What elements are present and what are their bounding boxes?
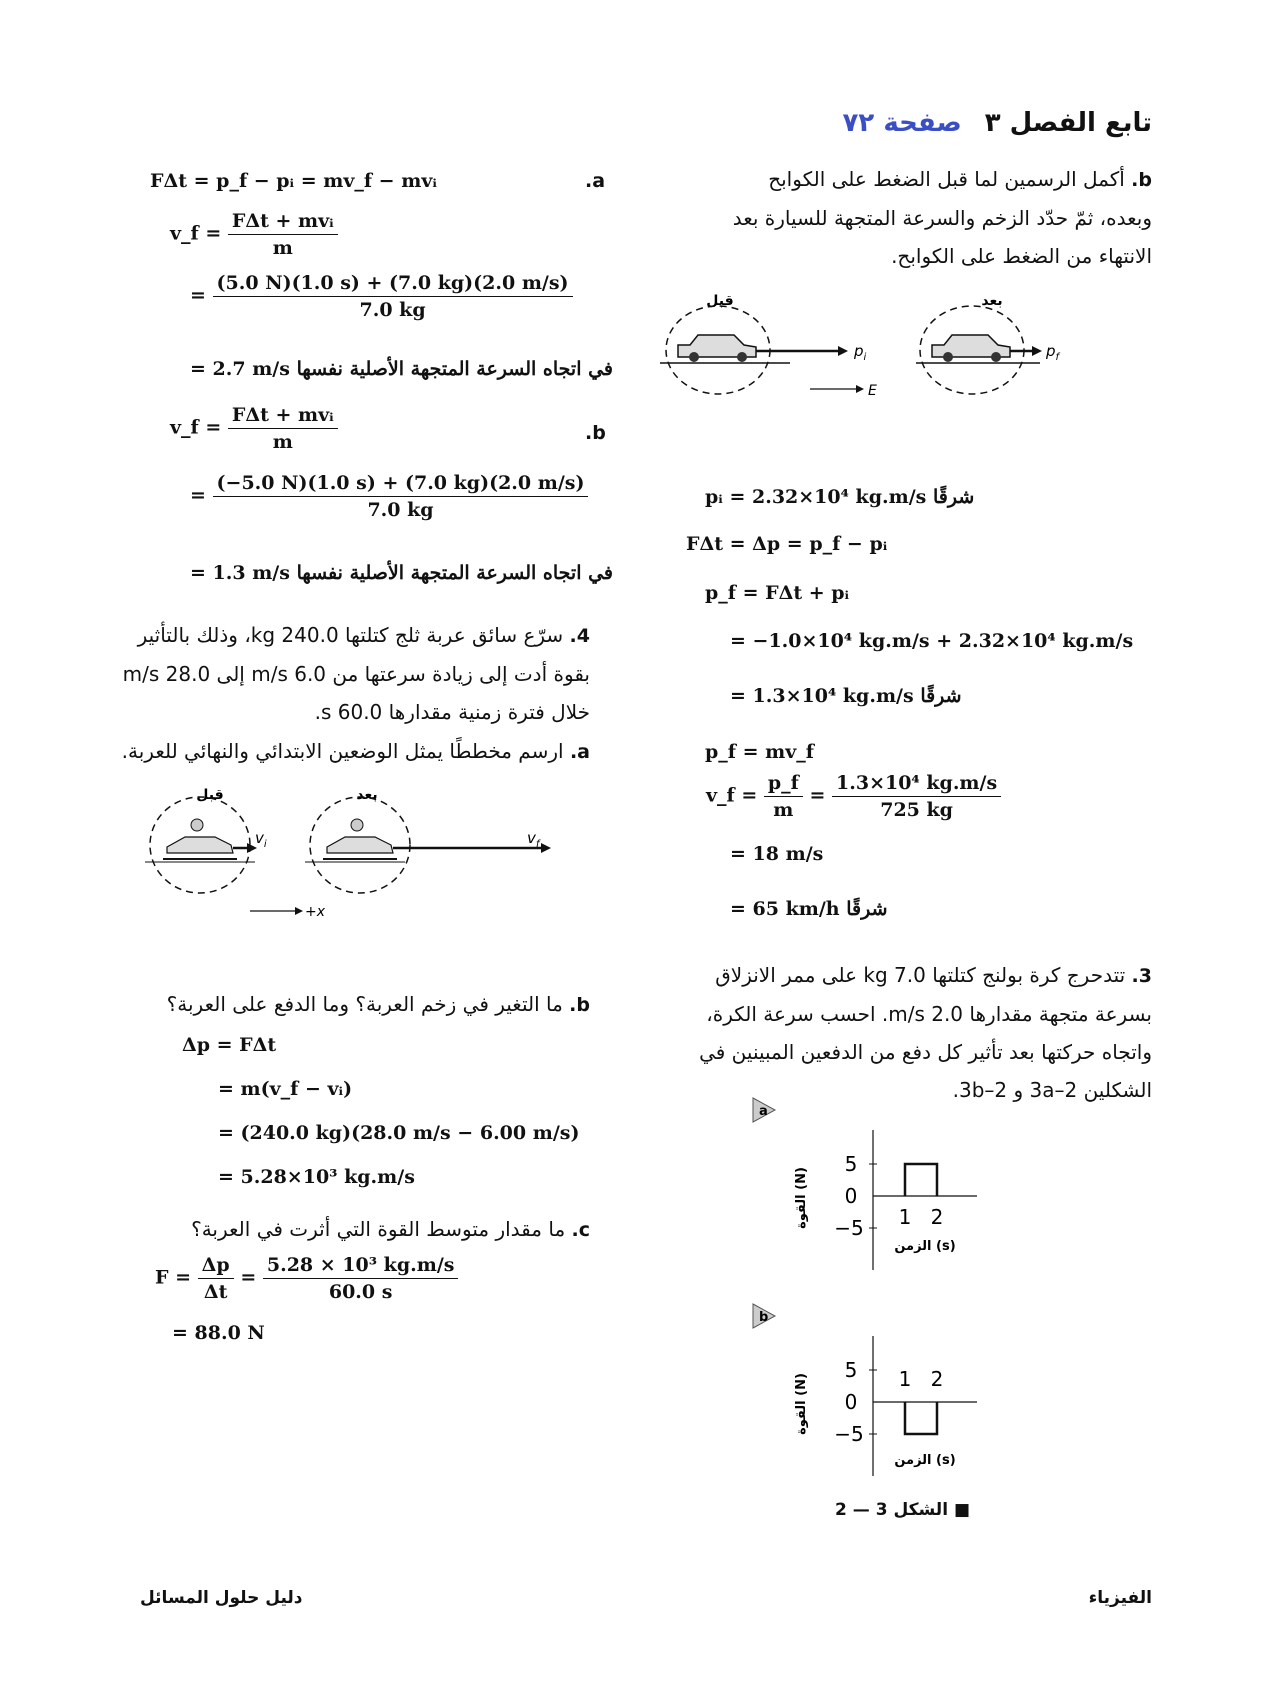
eq-b2: v_f = $\frac{\text{FΔt + mvᵢ}}{m}$	[170, 404, 338, 453]
eq-dp-sub: = (240.0 kg)(28.0 m/s − 6.00 m/s)	[218, 1122, 580, 1144]
eq-dp-m: = m(v_f − vᵢ)	[218, 1078, 353, 1100]
figure-a-label: a	[759, 1104, 768, 1119]
question-text: ما التغير في زخم العربة؟ وما الدفع على العربة؟	[166, 992, 563, 1016]
footer-subject: الفيزياء	[1088, 1588, 1152, 1608]
right-b-question	[732, 160, 1152, 275]
eq-vf-kmh: = 65 km/h شرقًا	[730, 898, 888, 920]
vi-label: $v_i$	[255, 829, 267, 850]
eq-vf: v_f = $\frac{p\_f}{m}$ = $\frac{\text{1.3×10⁴ kg.m/s}}{725 kg}$	[706, 772, 1001, 821]
question-4a	[115, 732, 590, 771]
sled-before-label: قبل	[196, 787, 224, 803]
eq-pf: p_f = FΔt + pᵢ	[705, 582, 850, 604]
y-axis-label: القوة (N)	[794, 1373, 809, 1435]
eq-vf-result: = 18 m/s	[730, 843, 824, 865]
y-axis-label: القوة (N)	[794, 1167, 809, 1229]
eq-pi: pᵢ = 2.32×10⁴ kg.m/s شرقًا	[705, 486, 975, 508]
tick-0: 0	[844, 1184, 858, 1208]
question-4	[115, 616, 590, 731]
car-after-label: بعد	[981, 293, 1003, 309]
pi-label: $p_i$	[854, 342, 867, 363]
tick-2: 2	[930, 1367, 944, 1391]
force-pulse-negative	[905, 1402, 937, 1434]
question-label: b.	[569, 994, 590, 1016]
page-header	[843, 108, 1152, 138]
x-axis-label: الزمن (s)	[894, 1453, 956, 1468]
car-after-icon	[932, 335, 1010, 362]
tick-minus-5: −5	[834, 1216, 864, 1240]
car-before-label: قبل	[706, 293, 734, 309]
figure-b-label: b	[759, 1310, 769, 1325]
question-text: ما مقدار متوسط القوة التي أثرت في العربة؟	[191, 1217, 566, 1241]
force-graph-b	[745, 1296, 985, 1486]
question-label: c.	[571, 1219, 590, 1241]
question-text: تتدحرج كرة بولنج كتلتها 7.0 kg على ممر الانزلاق بسرعة متجهة مقدارها 2.0 m/s. احسب سرعة الكرة، واتجاه حركتها بعد تأثير كل دفع من الدفعين المبينين في الشكلين 3a–2 و 3b–2.	[699, 963, 1152, 1102]
question-text: سرّع سائق عربة ثلج كتلتها 240.0 kg، وذلك بالتأثير بقوة أدت إلى زيادة سرعتها من 6.0 m/s إلى 28.0 m/s خلال فترة زمنية مقدارها 60.0 s.	[122, 623, 590, 724]
eq-b4: = 1.3 m/s في اتجاه السرعة المتجهة الأصلية نفسها	[190, 562, 614, 584]
sled-after-label: بعد	[356, 787, 378, 803]
question-label: a.	[569, 741, 590, 763]
chapter-title: تابع الفصل ٣	[984, 108, 1152, 138]
eq-a4: = 2.7 m/s في اتجاه السرعة المتجهة الأصلية نفسها	[190, 358, 614, 380]
tick-5: 5	[844, 1358, 858, 1382]
eq-a1: FΔt = p_f − pᵢ = mv_f − mvᵢ	[150, 170, 437, 192]
eq-force-result: = 88.0 N	[172, 1322, 265, 1344]
car-before-icon	[678, 335, 756, 362]
left-b-label: .b	[585, 422, 606, 444]
force-graph-a	[745, 1090, 985, 1280]
left-a-label: .a	[585, 170, 606, 192]
tick-2: 2	[930, 1205, 944, 1229]
x-axis-label: الزمن (s)	[894, 1239, 956, 1254]
tick-minus-5: −5	[834, 1422, 864, 1446]
eq-a2: v_f = $\frac{\text{FΔt + mvᵢ}}{m}$	[170, 210, 338, 259]
footer-book-title: دليل حلول المسائل	[140, 1588, 303, 1608]
eq-pf-mv: p_f = mv_f	[705, 741, 814, 763]
pf-label: $p_f$	[1046, 342, 1060, 363]
eq-dp-result: = 5.28×10³ kg.m/s	[218, 1166, 415, 1188]
tick-0: 0	[844, 1390, 858, 1414]
question-text: ارسم مخططًا يمثل الوضعين الابتدائي والنهائي للعربة.	[121, 739, 564, 763]
question-text: أكمل الرسمين لما قبل الضغط على الكوابح وبعده، ثمّ حدّد الزخم والسرعة المتجهة للسيارة بعد الانتهاء من الضغط على الكوابح.	[732, 167, 1152, 268]
eq-a3: = $\frac{(5.0 N)(1.0 s) + (7.0 kg)(2.0 m/s)}{7.0 kg}$	[190, 272, 573, 321]
question-3	[672, 956, 1152, 1109]
question-label: 3.	[1131, 965, 1152, 987]
question-label: 4.	[569, 625, 590, 647]
sled-after-icon	[323, 819, 397, 859]
sled-before-icon	[163, 819, 237, 859]
tick-5: 5	[844, 1152, 858, 1176]
tick-1: 1	[898, 1205, 912, 1229]
question-4b	[115, 985, 590, 1024]
eq-impulse: FΔt = Δp = p_f − pᵢ	[686, 533, 888, 555]
question-4c	[115, 1210, 590, 1249]
eq-pf-sub: = −1.0×10⁴ kg.m/s + 2.32×10⁴ kg.m/s	[730, 630, 1134, 652]
page-word: صفحة	[883, 108, 962, 138]
vf-label: $v_f$	[527, 829, 540, 850]
question-label: b.	[1131, 169, 1152, 191]
axis-x-label: +x	[305, 904, 326, 920]
eq-b3: = $\frac{(-5.0 N)(1.0 s) + (7.0 kg)(2.0 m/s)}{7.0 kg}$	[190, 472, 588, 521]
force-pulse-positive	[905, 1164, 937, 1196]
axis-e-label: E	[868, 383, 877, 399]
page-number: ٧٢	[842, 108, 875, 138]
eq-force: F = $\frac{\Delta p}{\Delta t}$ = $\frac{\text{5.28 × 10³ kg.m/s}}{60.0 s}$	[155, 1254, 458, 1303]
figure-caption: ■ الشكل 3 — 2	[835, 1500, 970, 1520]
eq-pf-result: = 1.3×10⁴ kg.m/s شرقًا	[730, 685, 962, 707]
tick-1: 1	[898, 1367, 912, 1391]
car-diagram	[660, 285, 1100, 415]
eq-dp: Δp = FΔt	[182, 1034, 277, 1056]
snowmobile-diagram	[145, 785, 595, 925]
